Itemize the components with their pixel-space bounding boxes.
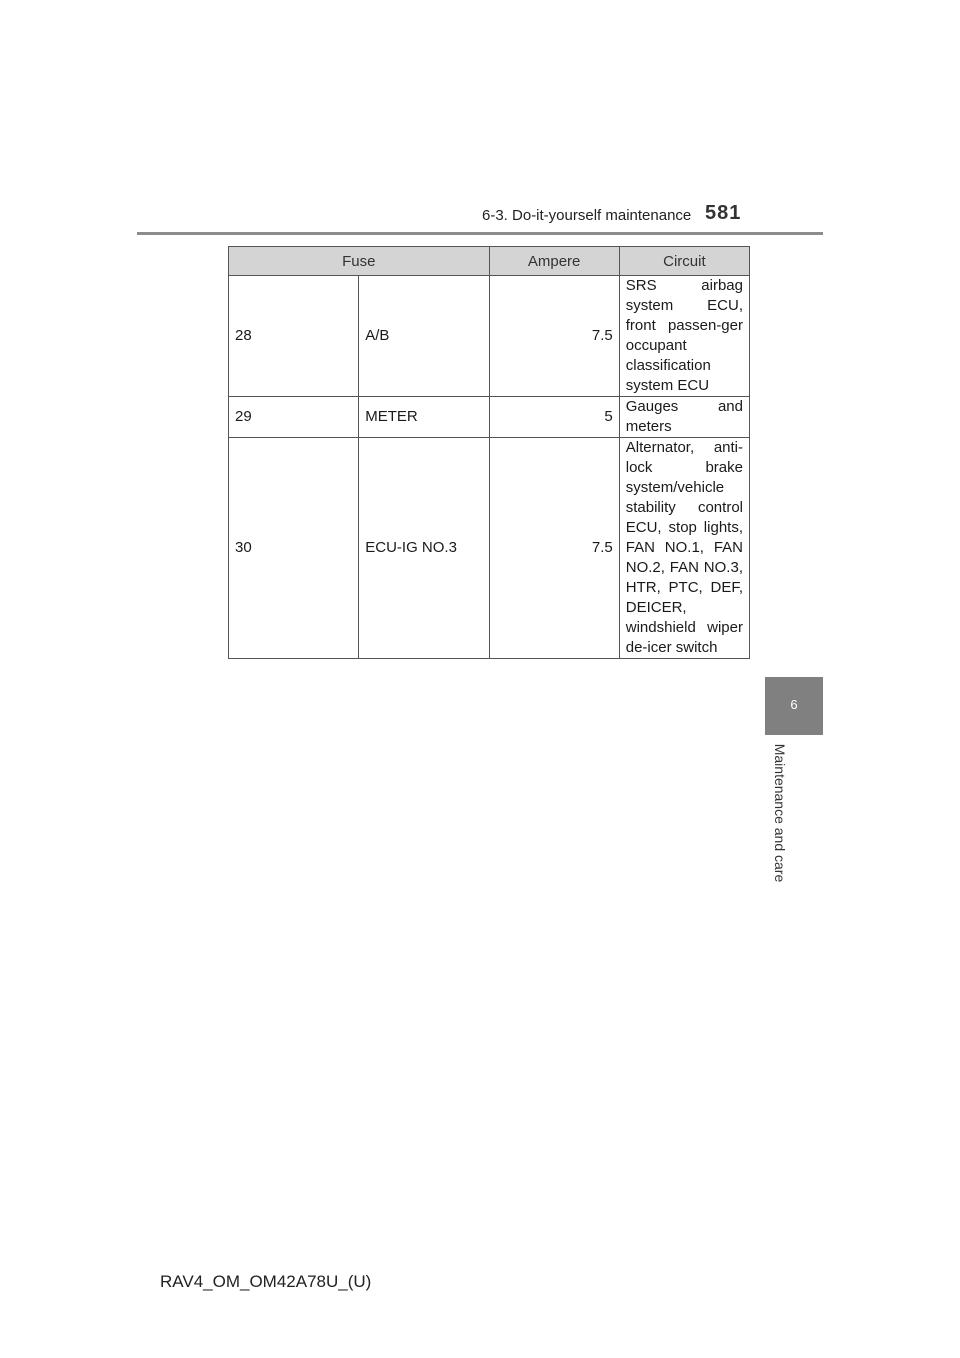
fuse-table (228, 246, 750, 659)
fuse-circuit: Alternator, anti-lock brake system/vehicle stability control ECU, stop lights, FAN NO.1, FAN NO.2, FAN NO.3, HTR, PTC, DEF, DEICER, windshield wiper de-icer switch (619, 438, 749, 659)
section-title: 6-3. Do-it-yourself maintenance (482, 207, 692, 224)
fuse-name: METER (359, 397, 489, 438)
fuse-number: 30 (229, 438, 359, 659)
table-row (229, 397, 750, 438)
table-row (229, 438, 750, 659)
fuse-circuit: SRS airbag system ECU, front passen-ger occupant classification system ECU (619, 276, 749, 397)
fuse-name: ECU-IG NO.3 (359, 438, 489, 659)
table-row (229, 276, 750, 397)
fuse-ampere: 7.5 (489, 438, 619, 659)
chapter-title: Maintenance and care (772, 743, 788, 883)
chapter-number: 6 (790, 697, 798, 712)
header-divider (137, 232, 823, 235)
fuse-ampere: 7.5 (489, 276, 619, 397)
column-header-ampere: Ampere (489, 247, 619, 276)
column-header-fuse: Fuse (229, 247, 490, 276)
column-header-circuit: Circuit (619, 247, 749, 276)
fuse-ampere: 5 (489, 397, 619, 438)
fuse-number: 28 (229, 276, 359, 397)
fuse-number: 29 (229, 397, 359, 438)
table-header-row (229, 247, 750, 276)
document-code: RAV4_OM_OM42A78U_(U) (160, 1272, 372, 1291)
fuse-circuit: Gauges and meters (619, 397, 749, 438)
fuse-name: A/B (359, 276, 489, 397)
page-number: 581 (705, 202, 742, 224)
